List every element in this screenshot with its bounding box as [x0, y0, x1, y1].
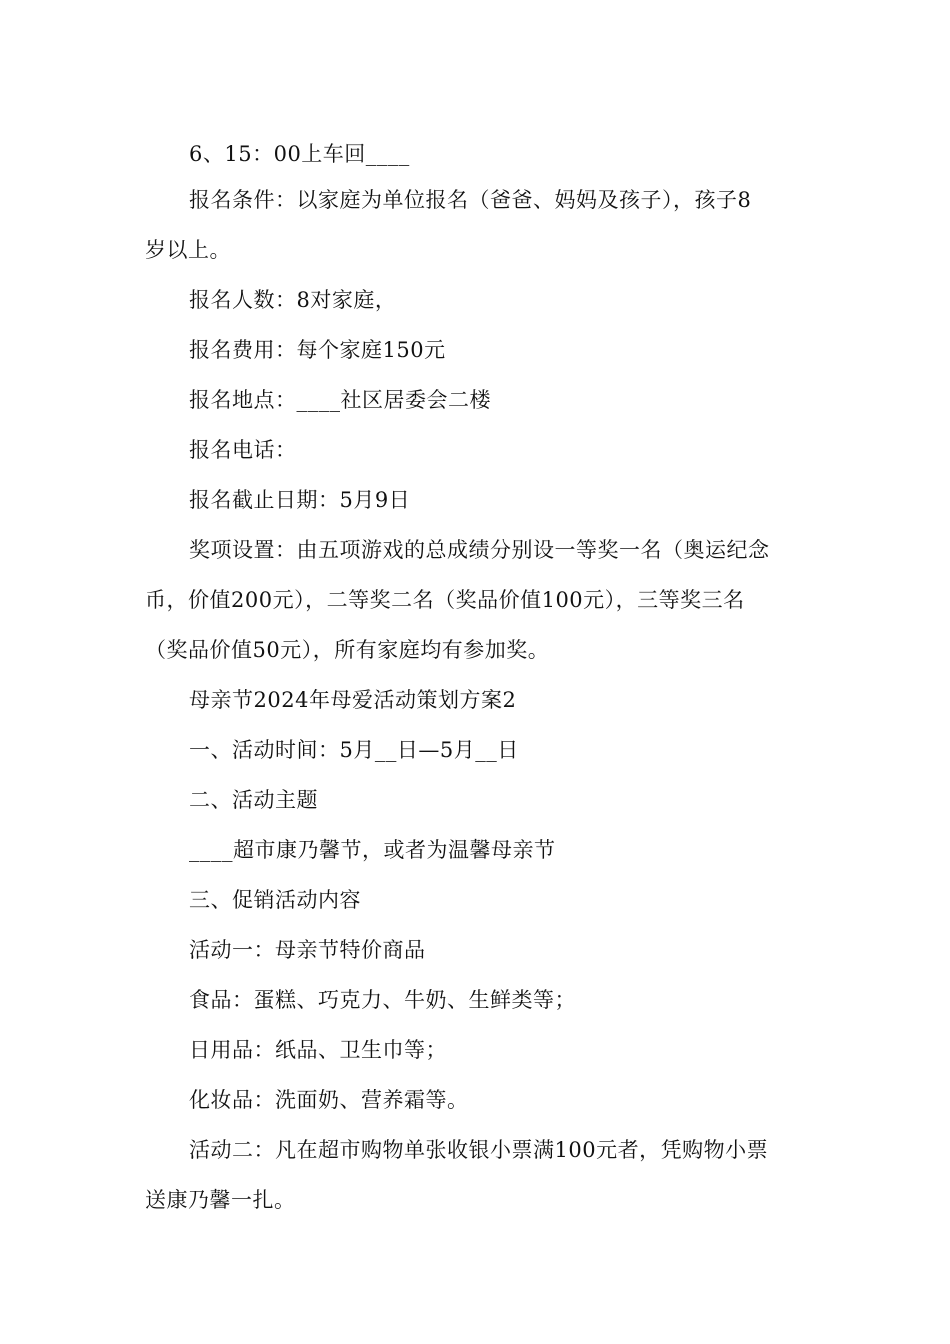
- text-line-registration-count: 报名人数：8对家庭，: [189, 288, 397, 312]
- text-line-daily-goods: 日用品：纸品、卫生巾等；: [189, 1038, 447, 1062]
- text-line-registration-conditions: 报名条件：以家庭为单位报名（爸爸、妈妈及孩子），孩子8: [189, 188, 752, 212]
- text-line-registration-conditions-cont: 岁以上。: [145, 238, 231, 262]
- section-title: 母亲节2024年母爱活动策划方案2: [189, 688, 517, 712]
- text-line-promotion-heading: 三、促销活动内容: [189, 888, 361, 912]
- text-line-activity-one: 活动一：母亲节特价商品: [189, 938, 426, 962]
- text-line-activity-theme: ____超市康乃馨节，或者为温馨母亲节: [189, 838, 556, 862]
- text-line-food: 食品：蛋糕、巧克力、牛奶、生鲜类等；: [189, 988, 576, 1012]
- text-line-activity-time: 一、活动时间：5月__日—5月__日: [189, 738, 519, 762]
- text-line-registration-location: 报名地点：____社区居委会二楼: [189, 388, 491, 412]
- text-line-activity-theme-heading: 二、活动主题: [189, 788, 318, 812]
- text-line-registration-deadline: 报名截止日期：5月9日: [189, 488, 411, 512]
- text-line-activity-two: 活动二：凡在超市购物单张收银小票满100元者，凭购物小票: [189, 1138, 769, 1162]
- text-line-schedule-return: 6、15：00上车回____: [189, 142, 410, 166]
- text-line-registration-phone: 报名电话：: [189, 438, 297, 462]
- text-line-awards-cont-1: 币，价值200元），二等奖二名（奖品价值100元），三等奖三名: [145, 588, 745, 612]
- text-line-awards-cont-2: （奖品价值50元），所有家庭均有参加奖。: [145, 638, 550, 662]
- text-line-cosmetics: 化妆品：洗面奶、营养霜等。: [189, 1088, 469, 1112]
- text-line-activity-two-cont: 送康乃馨一扎。: [145, 1188, 296, 1212]
- text-line-registration-fee: 报名费用：每个家庭150元: [189, 338, 446, 362]
- text-line-awards: 奖项设置：由五项游戏的总成绩分别设一等奖一名（奥运纪念: [189, 538, 770, 562]
